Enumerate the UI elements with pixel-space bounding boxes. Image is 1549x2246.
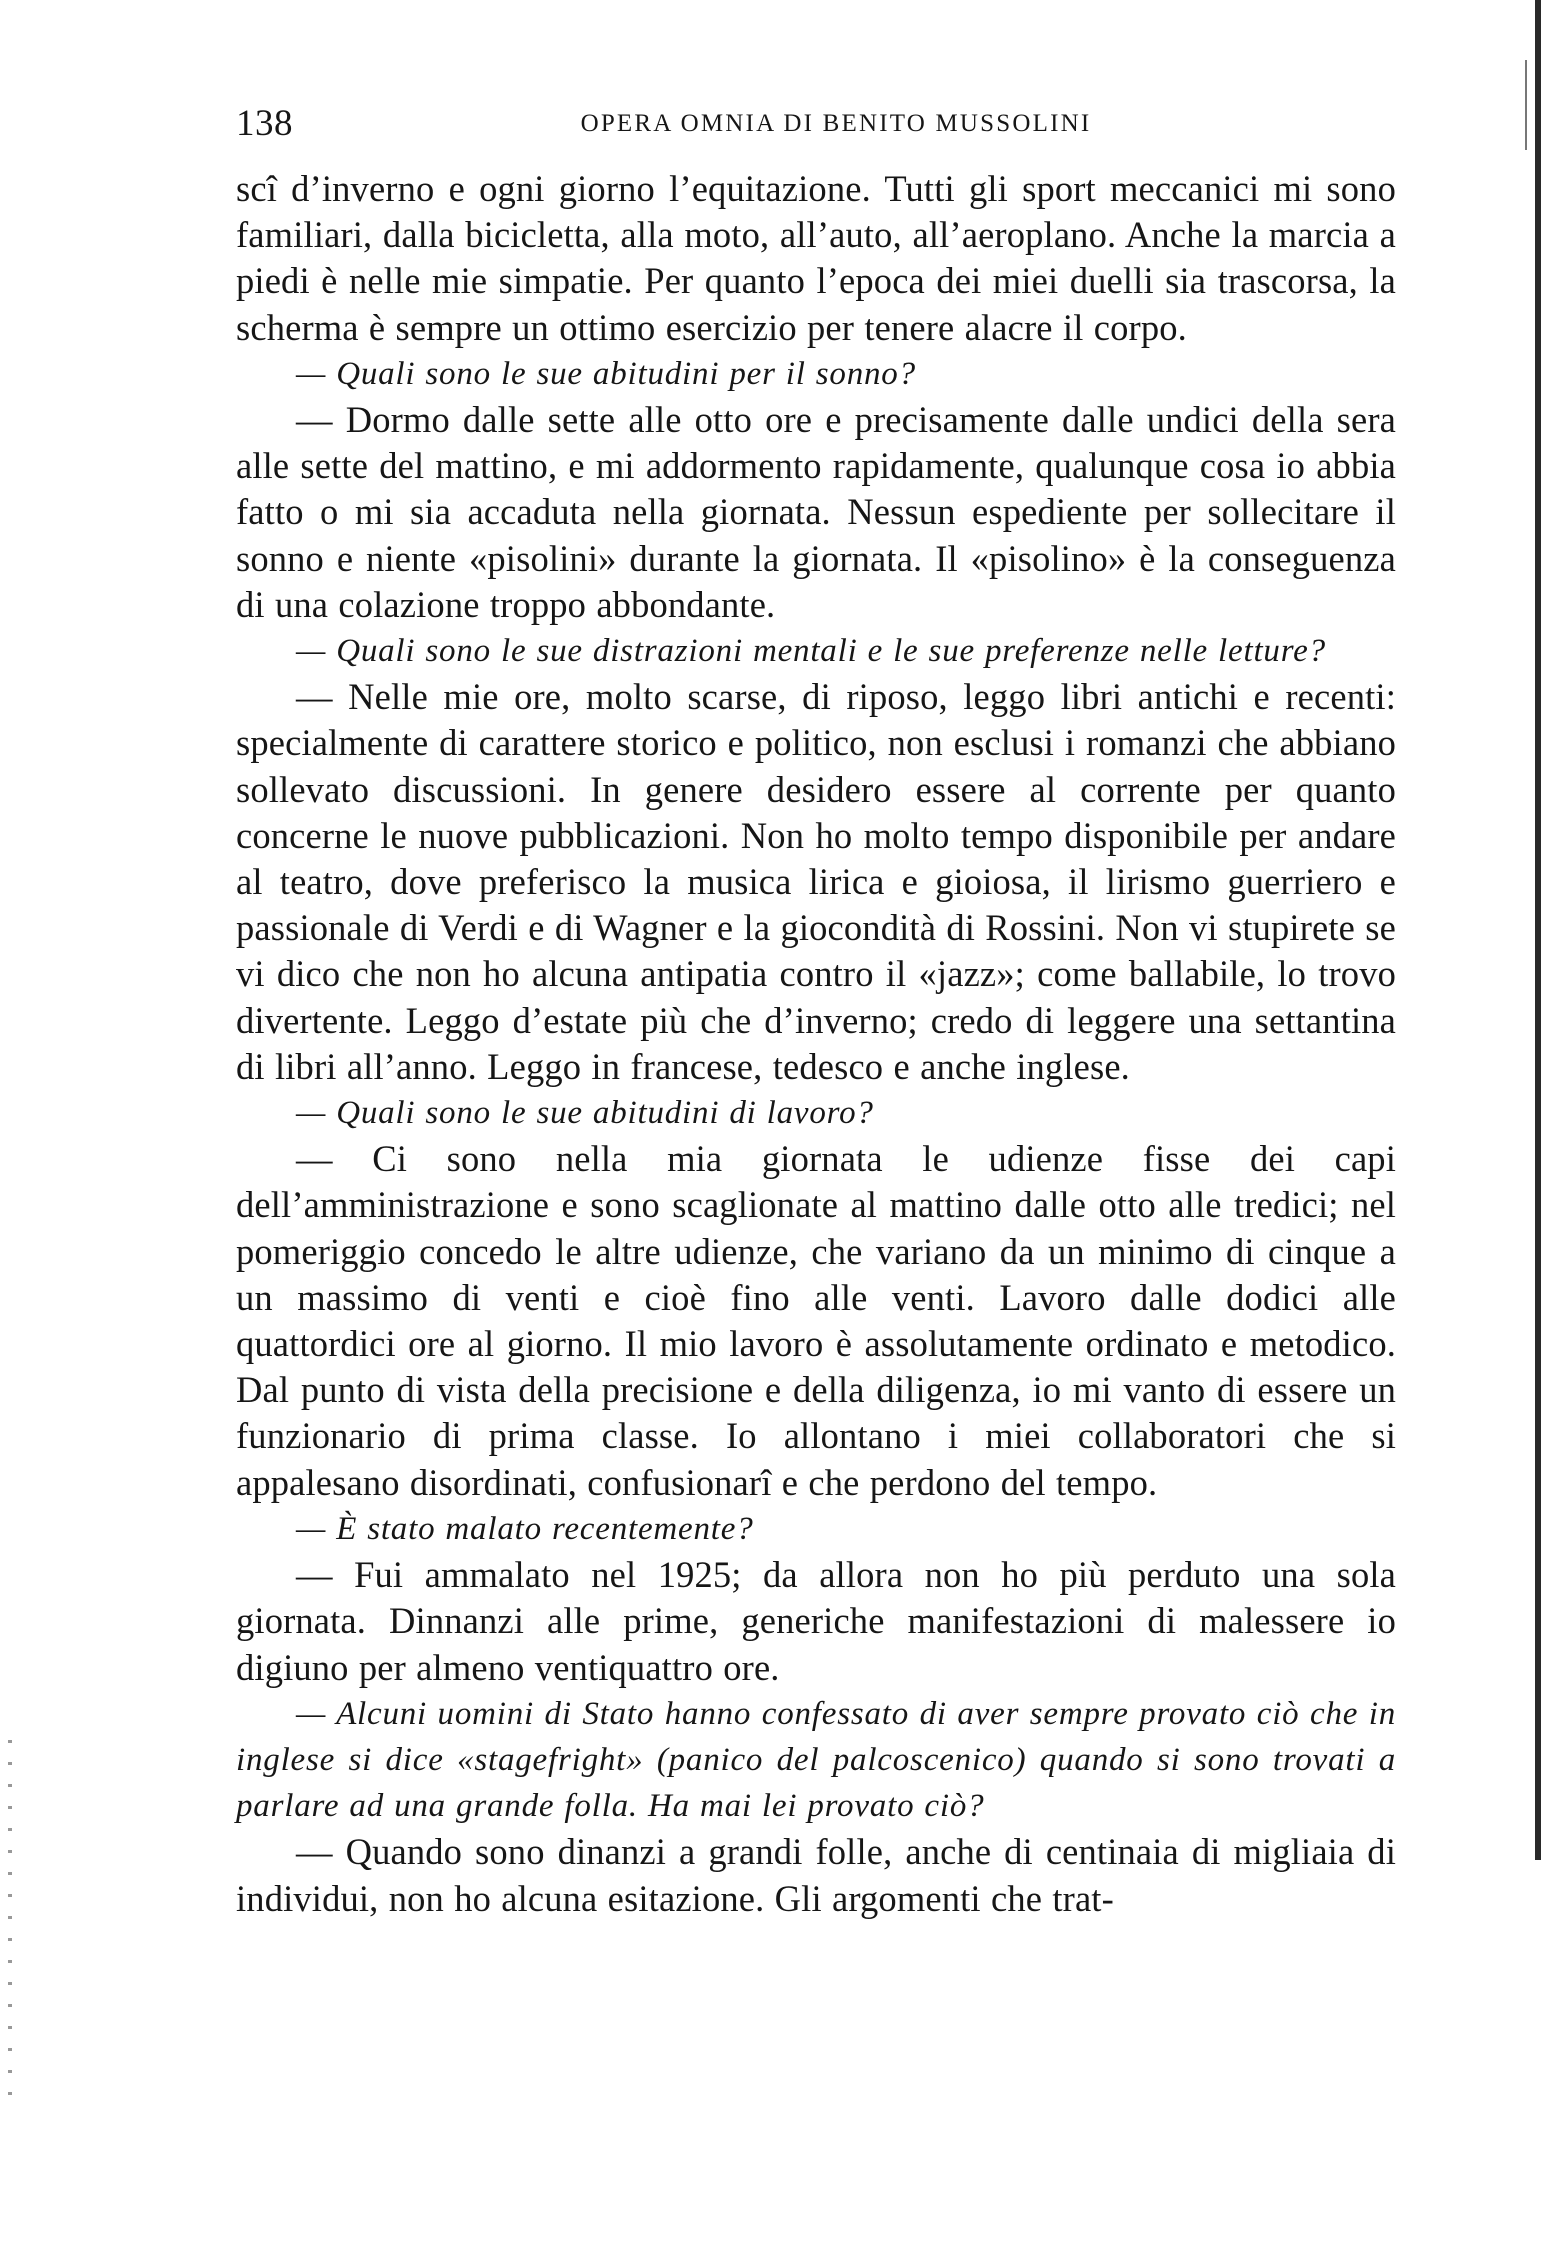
page-body: [236, 166, 1396, 1922]
answer-paragraph: scî d’inverno e ogni giorno l’equitazione. Tutti gli sport meccanici mi sono familiari, dalla bicicletta, alla moto, all’auto, all’aeroplano. Anche la marcia a piedi è nelle mie simpatie. Per quanto l’epoca dei miei duelli sia trascorsa, la scherma è sempre un ottimo esercizio per tenere alacre il corpo.: [236, 168, 1396, 348]
question-paragraph: — Quali sono le sue abitudini di lavoro?: [296, 1095, 874, 1132]
scan-specks: [8, 1740, 12, 2100]
question-paragraph: — È stato malato recentemente?: [296, 1510, 754, 1547]
answer-paragraph: — Dormo dalle sette alle otto ore e precisamente dalle undici della sera alle sette del mattino, e mi addormento rapidamente, qualunque cosa io abbia fatto o mi sia accaduta nella giornata. Nessun espediente per sollecitare il sonno e niente «pisolini» durante la giornata. Il «pisolino» è la conseguenza di una colazione troppo abbondante.: [236, 399, 1396, 625]
running-title: OPERA OMNIA DI BENITO MUSSOLINI: [580, 110, 1092, 137]
answer-paragraph: — Nelle mie ore, molto scarse, di riposo, leggo libri antichi e recenti: specialmente di carattere storico e politico, non esclusi i romanzi che abbiano sollevato discussioni. In genere desidero essere al corrente per quanto concerne le nuove pubblicazioni. Non ho molto tempo disponibile per andare al teatro, dove preferisco la musica lirica e gioiosa, il lirismo guerriero e passionale di Verdi e di Wagner e la giocondità di Rossini. Non vi stupirete se vi dico che non ho alcuna antipatia contro il «jazz»; come ballabile, lo trovo divertente. Leggo d’estate più che d’inverno; credo di leggere una settantina di libri all’anno. Leggo in francese, tedesco e anche inglese.: [236, 676, 1396, 1087]
question-paragraph: — Quali sono le sue abitudini per il sonno?: [296, 355, 916, 392]
page-header: [236, 96, 1396, 152]
page-edge-mark: [1525, 60, 1527, 150]
question-paragraph: — Quali sono le sue distrazioni mentali e le sue preferenze nelle letture?: [296, 633, 1326, 670]
page-edge-shadow: [1535, 0, 1541, 1860]
answer-paragraph: — Quando sono dinanzi a grandi folle, anche di centinaia di migliaia di individui, non ho alcuna esitazione. Gli argomenti che trat-: [236, 1831, 1396, 1919]
answer-paragraph: — Fui ammalato nel 1925; da allora non ho più perduto una sola giornata. Dinnanzi alle prime, generiche manifestazioni di malessere io digiuno per almeno ventiquattro ore.: [236, 1554, 1396, 1688]
answer-paragraph: — Ci sono nella mia giornata le udienze fisse dei capi dell’amministrazione e sono scaglionate al mattino dalle otto alle tredici; nel pomeriggio concedo le altre udienze, che variano da un minimo di cinque a un massimo di venti e cioè fino alle venti. Lavoro dalle dodici alle quattordici ore al giorno. Il mio lavoro è assolutamente ordinato e metodico. Dal punto di vista della precisione e della diligenza, io mi vanto di essere un funzionario di prima classe. Io allontano i miei collaboratori che si appalesano disordinati, confusionarî e che perdono del tempo.: [236, 1138, 1396, 1503]
page-number: 138: [236, 103, 293, 144]
question-paragraph: — Alcuni uomini di Stato hanno confessato di aver sempre provato ciò che in inglese si dice «stagefright» (panico del palcoscenico) quando si sono trovati a parlare ad una grande folla. Ha mai lei provato ciò?: [236, 1695, 1396, 1825]
